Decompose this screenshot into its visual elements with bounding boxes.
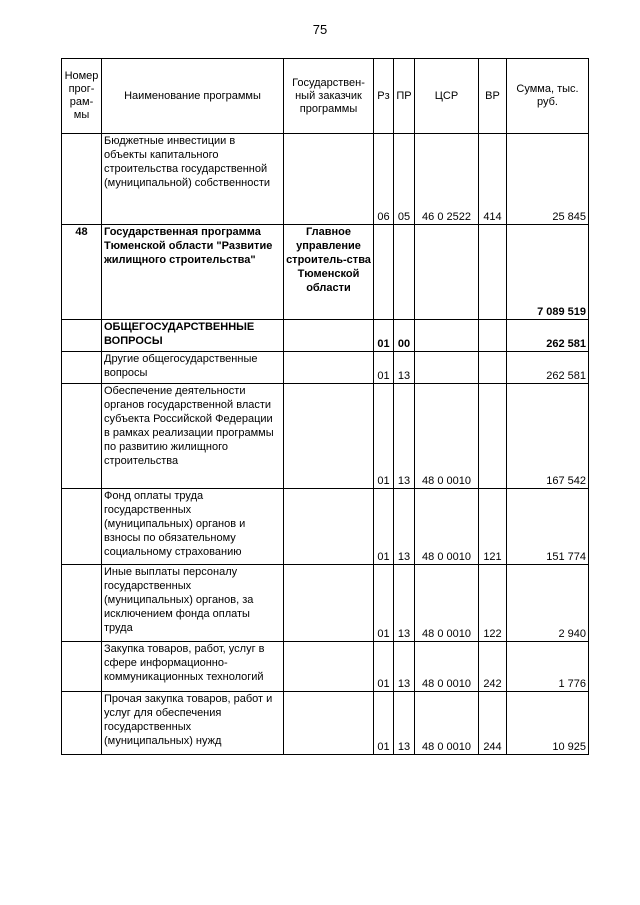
cell-vr <box>479 384 507 489</box>
cell-rz: 01 <box>374 320 394 352</box>
cell-number <box>62 352 102 384</box>
cell-pr: 13 <box>394 692 415 755</box>
cell-sum: 25 845 <box>507 134 589 225</box>
cell-name: Другие общегосударственные вопросы <box>102 352 284 384</box>
budget-table <box>61 58 589 755</box>
cell-rz: 01 <box>374 384 394 489</box>
cell-customer <box>284 489 374 565</box>
cell-pr: 00 <box>394 320 415 352</box>
cell-rz: 01 <box>374 489 394 565</box>
cell-vr: 122 <box>479 565 507 642</box>
cell-csr <box>415 320 479 352</box>
cell-name: Обеспечение деятельности органов государственной власти субъекта Российской Федерации в рамках реализации программы по развитию жилищного строительства <box>102 384 284 489</box>
cell-csr: 48 0 0010 <box>415 565 479 642</box>
cell-name: Закупка товаров, работ, услуг в сфере информационно-коммуникационных технологий <box>102 642 284 692</box>
cell-rz: 01 <box>374 642 394 692</box>
cell-customer <box>284 565 374 642</box>
table-row <box>62 692 589 755</box>
table-row <box>62 565 589 642</box>
cell-customer <box>284 692 374 755</box>
table-row <box>62 384 589 489</box>
cell-csr: 48 0 0010 <box>415 642 479 692</box>
header-customer: Государствен-ный заказчик программы <box>284 59 374 134</box>
cell-number <box>62 642 102 692</box>
cell-csr: 48 0 0010 <box>415 489 479 565</box>
cell-number <box>62 489 102 565</box>
cell-sum: 151 774 <box>507 489 589 565</box>
cell-customer <box>284 384 374 489</box>
cell-vr: 121 <box>479 489 507 565</box>
cell-pr: 13 <box>394 489 415 565</box>
header-vr: ВР <box>479 59 507 134</box>
table-row <box>62 352 589 384</box>
cell-csr <box>415 225 479 320</box>
cell-sum: 262 581 <box>507 320 589 352</box>
cell-number <box>62 320 102 352</box>
cell-customer: Главное управление строитель-ства Тюменской области <box>284 225 374 320</box>
cell-vr <box>479 320 507 352</box>
cell-number <box>62 565 102 642</box>
cell-csr: 48 0 0010 <box>415 384 479 489</box>
cell-customer <box>284 134 374 225</box>
table-row <box>62 320 589 352</box>
header-number: Номер прог-рам-мы <box>62 59 102 134</box>
header-rz: Рз <box>374 59 394 134</box>
cell-rz <box>374 225 394 320</box>
page-number: 75 <box>312 22 328 37</box>
cell-vr: 244 <box>479 692 507 755</box>
cell-sum: 2 940 <box>507 565 589 642</box>
cell-vr <box>479 352 507 384</box>
cell-pr: 13 <box>394 642 415 692</box>
cell-number <box>62 692 102 755</box>
cell-sum: 10 925 <box>507 692 589 755</box>
cell-pr <box>394 225 415 320</box>
cell-rz: 01 <box>374 565 394 642</box>
cell-pr: 13 <box>394 565 415 642</box>
cell-name: Прочая закупка товаров, работ и услуг для обеспечения государственных (муниципальных) нужд <box>102 692 284 755</box>
cell-pr: 13 <box>394 384 415 489</box>
cell-sum: 167 542 <box>507 384 589 489</box>
table-row <box>62 642 589 692</box>
cell-name: Иные выплаты персоналу государственных (муниципальных) органов, за исключением фонда оплаты труда <box>102 565 284 642</box>
cell-name: Фонд оплаты труда государственных (муниципальных) органов и взносы по обязательному социальному страхованию <box>102 489 284 565</box>
header-name: Наименование программы <box>102 59 284 134</box>
header-csr: ЦСР <box>415 59 479 134</box>
cell-vr <box>479 225 507 320</box>
cell-customer <box>284 642 374 692</box>
table-row <box>62 134 589 225</box>
cell-number <box>62 134 102 225</box>
cell-name: ОБЩЕГОСУДАРСТВЕННЫЕ ВОПРОСЫ <box>102 320 284 352</box>
cell-csr: 46 0 2522 <box>415 134 479 225</box>
table-row <box>62 225 589 320</box>
cell-rz: 01 <box>374 352 394 384</box>
header-sum: Сумма, тыс. руб. <box>507 59 589 134</box>
cell-name: Государственная программа Тюменской области "Развитие жилищного строительства" <box>102 225 284 320</box>
table-row <box>62 489 589 565</box>
cell-number <box>62 384 102 489</box>
cell-name: Бюджетные инвестиции в объекты капитального строительства государственной (муниципальной) собственности <box>102 134 284 225</box>
cell-csr: 48 0 0010 <box>415 692 479 755</box>
cell-sum: 262 581 <box>507 352 589 384</box>
cell-vr: 414 <box>479 134 507 225</box>
cell-number: 48 <box>62 225 102 320</box>
cell-pr: 05 <box>394 134 415 225</box>
cell-vr: 242 <box>479 642 507 692</box>
cell-pr: 13 <box>394 352 415 384</box>
cell-customer <box>284 320 374 352</box>
cell-customer <box>284 352 374 384</box>
header-pr: ПР <box>394 59 415 134</box>
header-row <box>62 59 589 134</box>
cell-sum: 7 089 519 <box>507 225 589 320</box>
cell-rz: 06 <box>374 134 394 225</box>
cell-csr <box>415 352 479 384</box>
cell-sum: 1 776 <box>507 642 589 692</box>
cell-rz: 01 <box>374 692 394 755</box>
